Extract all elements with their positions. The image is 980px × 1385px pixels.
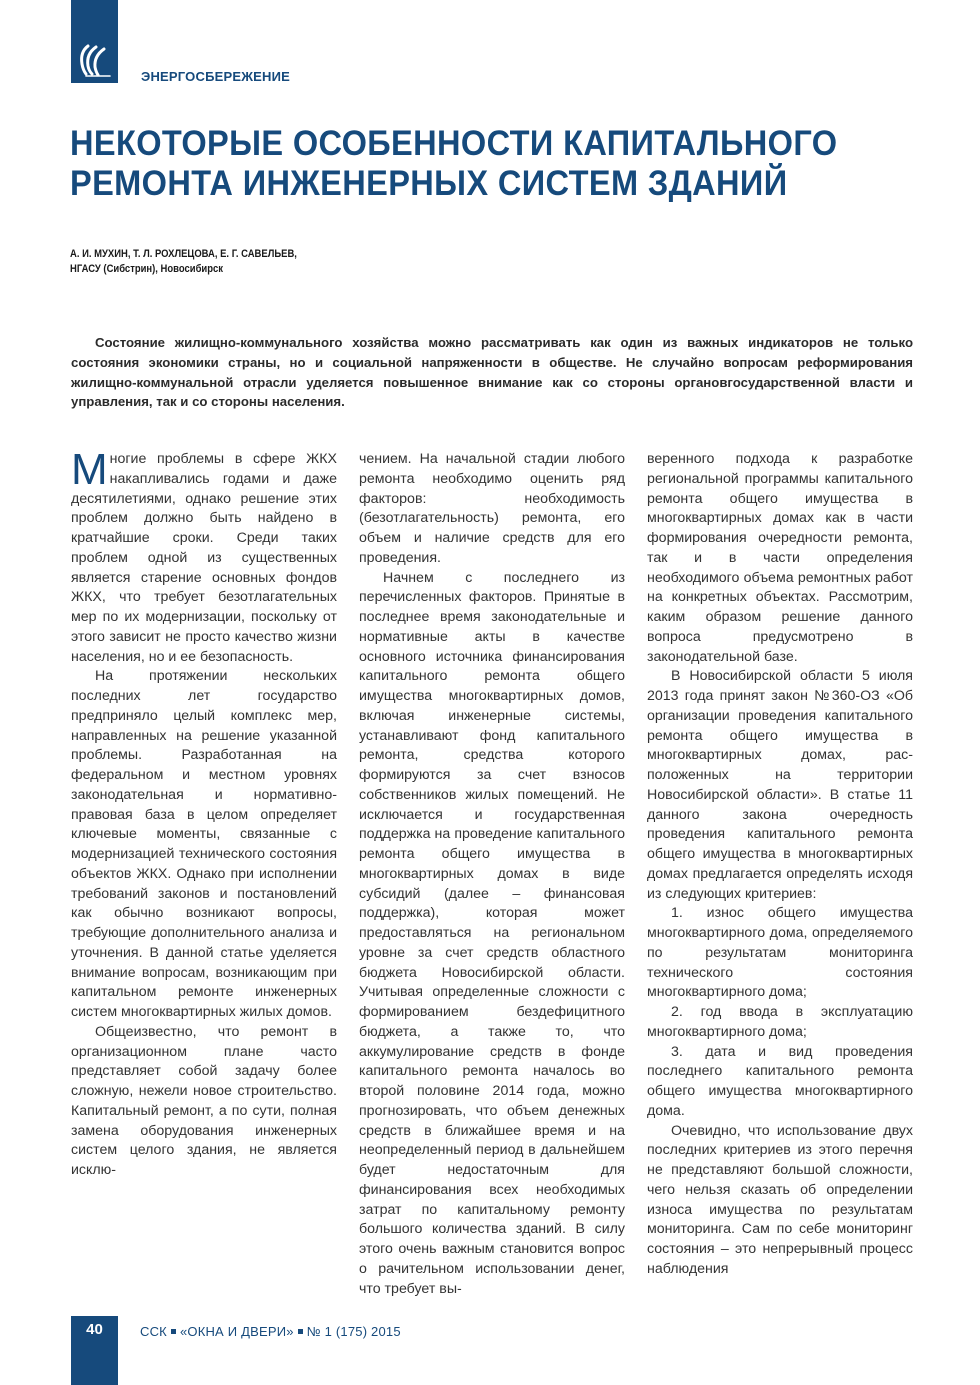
list-item: 1. износ общего имущества многоквартирного дома, определяемого по результатам мониторинга технического состояния многоквартирного дома; [647, 905, 913, 1001]
bullet-separator-icon [171, 1329, 176, 1334]
author-affiliation: НГАСУ (Сибстрин), Новосибирск [70, 263, 224, 275]
page-number: 40 [86, 1321, 103, 1338]
article-abstract: Состояние жилищно-коммунального хозяйства можно рассматривать как один из важных индикаторов не только состояния экономики страны, но и социальной напряженности в обществе. Не случайно вопросам реформирования жилищно-коммунальной отрасли уделяется повышенное внимание как со стороны органовгосударственной власти и управления, так и со стороны населения. [71, 335, 913, 410]
paragraph: Начнем с последнего из перечисленных факторов. Принятые в последнее время законодательные и нормативные акты в качестве основного источника финансирования капитального ремонта общего имущества многоквартирных домов, включая инженерные системы, устанавливают фонд капитального ремонта, средства которого формируются за счет взносов собственников жилых помещений. Не исключается и государственная поддержка на проведение капитального ремонта общего имущества в многоквартирных домах в виде субсидий (далее – финансовая поддержка), которая может предоставляться на региональном уровне за счет средств областного бюджета Новосибирской области. Учитывая определенные сложности с формированием бездефицитного бюджета, а также то, что аккумулирование средств в фонде капитального ремонта началось во второй половине 2014 года, можно прогнозировать, что объем денежных средств в ближайшее время и на неопределенный период в дальнейшем будет недостаточным для финансирования всех необходимых затрат по капитальному ремонту большого количества зданий. В силу этого очень важным становится вопрос о рачительном использовании денег, что требует вы- [359, 569, 625, 1297]
paragraph: Общеизвестно, что ремонт в организационном плане часто представляет собой задачу более сложную, нежели новое строительство. Капитальный ремонт, а по сути, полная замена оборудования инженерных систем целого здания, не является исклю- [71, 1023, 337, 1178]
paragraph: На протяжении нескольких последних лет государство предприняло целый комплекс мер, направленных на решение указанной проблемы. Разработанная на федеральном и местном уровнях законодательная и нормативно-правовая база в целом определяет ключевые моменты, связанные с модернизацией технического состояния объектов ЖКХ. Однако при исполнении требований законов и постановлений как обычно возникают вопросы, требующие дополнительного анализа и уточнения. В данной статье уделяется внимание вопросам, возникающим при капитальном ремонте инженерных систем многоквартирных жилых домов. [71, 668, 337, 1020]
section-label: ЭНЕРГОСБЕРЕЖЕНИЕ [141, 69, 291, 84]
text-column-3 [647, 450, 913, 1280]
article-title [70, 124, 870, 204]
paragraph-text: ногие проблемы в сфере ЖКХ накапливались годами и даже десятилетиями, однако решение этих проблем должно быть найдено в кратчайшие сроки. Среди таких проблем одной из существенных является старение основных фондов ЖКХ, что требует безотлагательных мер по их модернизации, поскольку от этого зависит не просто качество жизни населения, но и ее безопасность. [71, 451, 337, 665]
list-item: 2. год ввода в эксплуатацию многоквартирного дома; [647, 1004, 913, 1040]
paragraph: чением. На начальной стадии любого ремонта необходимо оценить ряд факторов: необходимость (безотлагательность) ремонта, его объем и наличие средств для его проведения. [359, 451, 625, 566]
title-line-2: РЕМОНТА ИНЖЕНЕРНЫХ СИСТЕМ ЗДАНИЙ [70, 164, 788, 203]
paragraph: В Новосибирской области 5 июля 2013 года принят закон №360-ОЗ «Об организации проведения капитального ремонта общего имущества в многоквартирных домах, рас-положенных на территории Новосибирской области». В статье 11 данного закона очередность проведения капитального ремонта общего имущества в многоквартирных домах предлагается определять исходя из следующих критериев: [647, 668, 913, 902]
author-names: А. И. МУХИН, Т. Л. РОХЛЕЦОВА, Е. Г. САВЕЛЬЕВ, [70, 248, 297, 260]
paragraph: Очевидно, что использование двух последних критериев из этого перечня не представляют большой сложности, чего нельзя сказать об определении износа имущества по результатам мониторинга. Сам по себе мониторинг состояния – это непрерывный процесс наблюдения [647, 1122, 913, 1277]
footer-publisher: ССК [140, 1324, 167, 1339]
paragraph: веренного подхода к разработке региональной программы капитального ремонта общего имущества в многоквартирных домах как в части формирования очередности ремонта, так и в части определения необходимого объема ремонтных работ на конкретных объектах. Рассмотрим, каким образом решение данного вопроса предусмотрено в законодательной базе. [647, 451, 913, 665]
footer-issue: № 1 (175) 2015 [306, 1324, 401, 1339]
magazine-logo-icon [74, 36, 116, 80]
footer-publication-info [140, 1324, 401, 1339]
title-line-1: НЕКОТОРЫЕ ОСОБЕННОСТИ КАПИТАЛЬНОГО [70, 124, 838, 163]
footer-magazine: «ОКНА И ДВЕРИ» [179, 1324, 294, 1339]
list-item: 3. дата и вид проведения последнего капитального ремонта общего имущества многоквартирного дома. [647, 1043, 913, 1119]
text-column-1 [71, 445, 337, 1181]
drop-cap: М [71, 445, 108, 494]
bullet-separator-icon [298, 1329, 303, 1334]
article-authors [70, 247, 297, 277]
text-column-2 [359, 450, 625, 1299]
paragraph [71, 445, 337, 667]
